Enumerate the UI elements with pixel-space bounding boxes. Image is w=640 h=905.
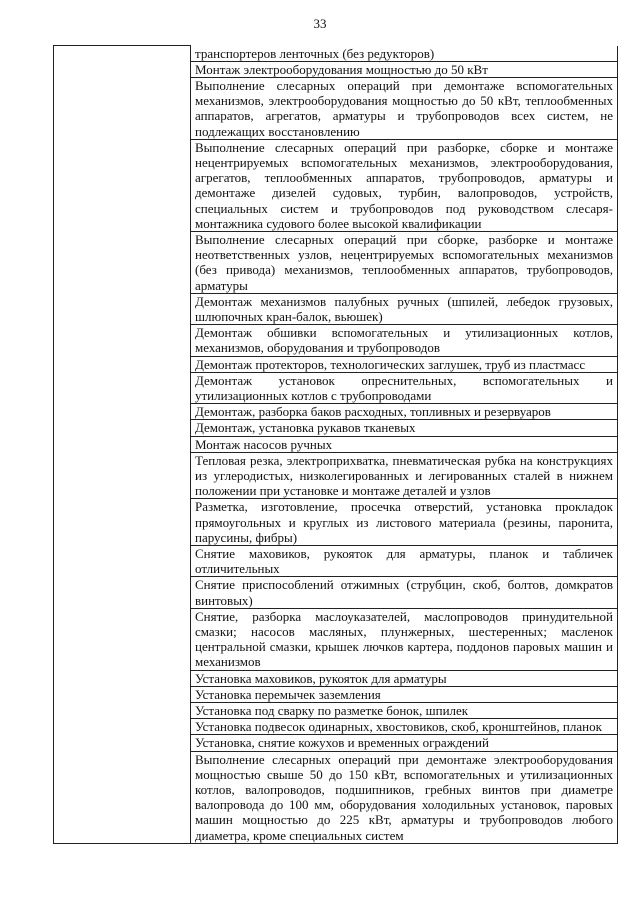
- table-cell: Снятие маховиков, рукояток для арматуры, планок и табличек отличительных: [191, 546, 618, 577]
- work-table-body: [54, 46, 618, 844]
- table-cell: Демонтаж обшивки вспомогательных и утилизационных котлов, механизмов, оборудования и трубопроводов: [191, 325, 618, 356]
- table-cell: Демонтаж, установка рукавов тканевых: [191, 420, 618, 436]
- left-column-cell: [54, 46, 191, 844]
- page-number: 33: [313, 16, 327, 31]
- table-cell: Демонтаж протекторов, технологических заглушек, труб из пластмасс: [191, 356, 618, 372]
- table-cell: транспортеров ленточных (без редукторов): [191, 46, 618, 62]
- table-cell: Выполнение слесарных операций при демонтаже вспомогательных механизмов, электрооборудования мощностью до 50 кВт, теплообменных аппаратов, агрегатов, арматуры и трубопроводов всех систем, не подлежащих восстановлению: [191, 77, 618, 139]
- table-cell: Установка маховиков, рукояток для арматуры: [191, 670, 618, 686]
- work-table: [53, 45, 618, 844]
- table-row: [54, 46, 618, 62]
- table-cell: Монтаж электрооборудования мощностью до 50 кВт: [191, 61, 618, 77]
- table-cell: Выполнение слесарных операций при сборке, разборке и монтаже неответственных узлов, нецентрируемых вспомогательных механизмов (без привода) механизмов, теплообменных аппаратов, трубопроводов, арматуры: [191, 231, 618, 293]
- table-cell: Демонтаж механизмов палубных ручных (шпилей, лебедок грузовых, шлюпочных кран-балок, вьюшек): [191, 293, 618, 324]
- table-cell: Монтаж насосов ручных: [191, 436, 618, 452]
- table-cell: Установка подвесок одинарных, хвостовиков, скоб, кронштейнов, планок: [191, 719, 618, 735]
- table-cell: Выполнение слесарных операций при демонтаже электрооборудования мощностью свыше 50 до 150 кВт, вспомогательных и утилизационных котлов, валопроводов, подшипников, гребных винтов при диаметре валопровода до 100 мм, оборудования холодильных установок, паровых машин мощностью до 225 кВт, арматуры и трубопроводов любого диаметра, кроме специальных систем: [191, 751, 618, 843]
- table-cell: Снятие приспособлений отжимных (струбцин, скоб, болтов, домкратов винтовых): [191, 577, 618, 608]
- table-cell: Установка перемычек заземления: [191, 686, 618, 702]
- table-cell: Установка, снятие кожухов и временных ограждений: [191, 735, 618, 751]
- table-cell: Тепловая резка, электроприхватка, пневматическая рубка на конструкциях из углеродистых, низколегированных и легированных сталей в нижнем положении при установке и монтаже деталей и узлов: [191, 452, 618, 499]
- table-cell: Выполнение слесарных операций при разборке, сборке и монтаже нецентрируемых вспомогательных механизмов, электрооборудования, агрегатов, теплообменных аппаратов, трубопроводов, арматуры и демонтаже дизелей судовых, турбин, валопроводов, устройств, специальных систем и трубопроводов под руководством слесаря-монтажника судового более высокой квалификации: [191, 139, 618, 231]
- table-cell: Установка под сварку по разметке бонок, шпилек: [191, 703, 618, 719]
- table-cell: Демонтаж, разборка баков расходных, топливных и резервуаров: [191, 404, 618, 420]
- table-cell: Демонтаж установок опреснительных, вспомогательных и утилизационных котлов с трубопроводами: [191, 372, 618, 403]
- table-cell: Разметка, изготовление, просечка отверстий, установка прокладок прямоугольных и круглых из листового материала (резины, паронита, парусины, фибры): [191, 499, 618, 546]
- table-cell: Снятие, разборка маслоуказателей, маслопроводов принудительной смазки; насосов масляных, плунжерных, шестеренных; масленок центральной смазки, крышек лючков картера, поддонов паровых машин и механизмов: [191, 608, 618, 670]
